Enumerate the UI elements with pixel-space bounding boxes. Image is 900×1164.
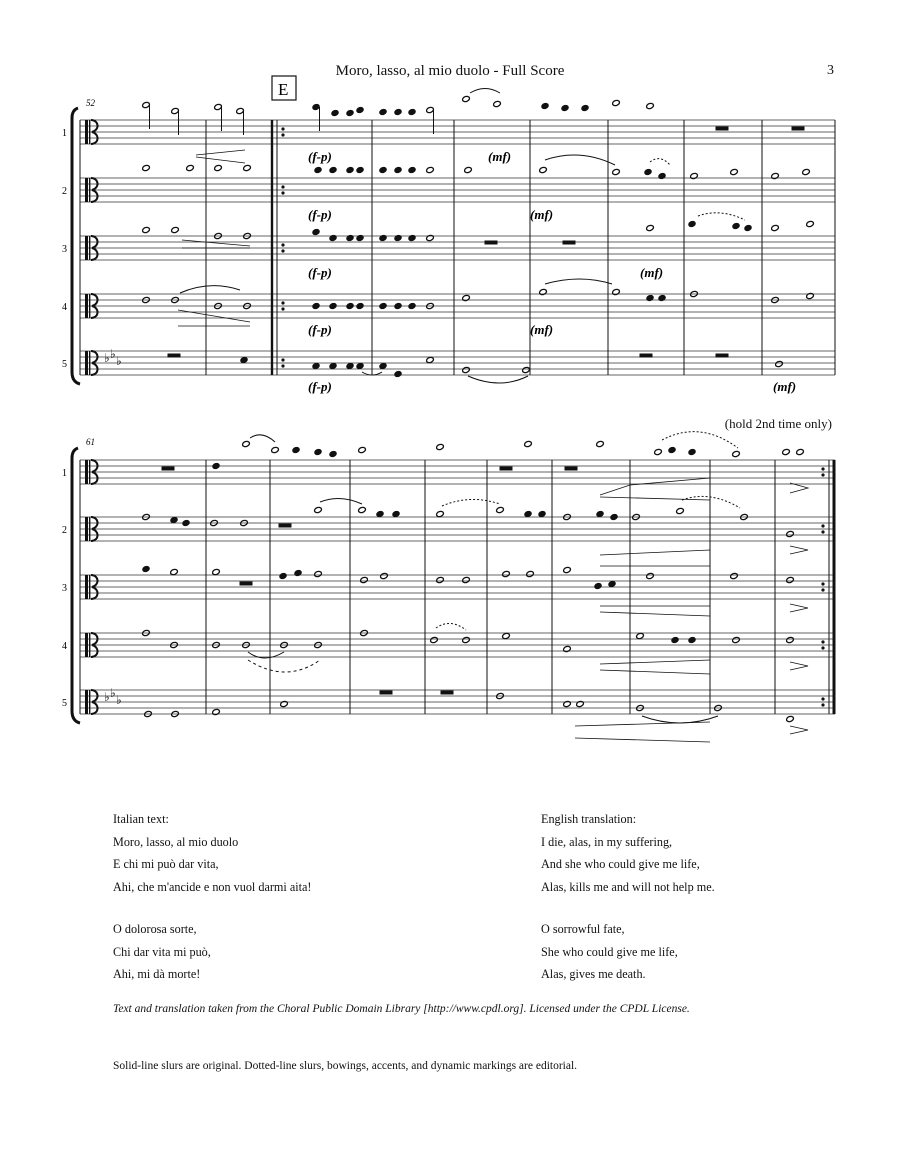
english-line: I die, alas, in my suffering, [541, 834, 673, 849]
part-number-1: 1 [62, 128, 67, 139]
dynamic-fp-2: (f-p) [308, 207, 332, 222]
italian-heading: Italian text: [113, 812, 169, 826]
staff-3-notes [142, 213, 814, 248]
editorial-note: Solid-line slurs are original. Dotted-line slurs, bowings, accents, and dynamic markings are editorial. [113, 1060, 578, 1072]
english-line: Alas, kills me and will not help me. [541, 879, 715, 894]
dynamic-fp-1: (f-p) [308, 149, 332, 164]
svg-text:♭: ♭ [110, 347, 116, 361]
dynamic-mf-2: (mf) [530, 207, 554, 222]
dynamic-mf-1: (mf) [488, 149, 512, 164]
staff-2-notes [142, 150, 810, 180]
staff-2-notes [142, 496, 808, 554]
staff-4-notes [142, 623, 808, 674]
system-2 [62, 432, 835, 742]
part-number-4: 4 [62, 641, 67, 652]
svg-text:♭: ♭ [104, 690, 110, 704]
english-line: And she who could give me life, [541, 857, 700, 871]
staff-lines [80, 460, 835, 714]
english-heading: English translation: [541, 812, 637, 826]
english-line: She who could give me life, [541, 944, 678, 959]
svg-text:♭: ♭ [116, 693, 122, 707]
part-number-1: 1 [62, 468, 67, 479]
svg-text:♭: ♭ [116, 354, 122, 368]
dynamic-mf-3: (mf) [640, 265, 664, 280]
staff-1-notes [142, 89, 804, 136]
part-number-4: 4 [62, 302, 67, 313]
italian-line: Chi dar vita mi può, [113, 944, 211, 959]
svg-text:♭: ♭ [110, 686, 116, 700]
rehearsal-mark-e: E [278, 80, 289, 99]
measure-number-52: 52 [86, 98, 95, 108]
page-number: 3 [827, 63, 834, 78]
part-number-5: 5 [62, 698, 67, 709]
part-number-3: 3 [62, 583, 67, 594]
dynamic-mf-4: (mf) [530, 322, 554, 337]
italian-line: O dolorosa sorte, [113, 922, 197, 936]
system-1 [62, 76, 835, 394]
dynamic-fp-4: (f-p) [308, 322, 332, 337]
page-title: Moro, lasso, al mio duolo - Full Score [335, 63, 565, 79]
english-line: Alas, gives me death. [541, 967, 646, 981]
english-line: O sorrowful fate, [541, 922, 625, 936]
dynamic-mf-5: (mf) [773, 379, 797, 394]
part-number-2: 2 [62, 186, 67, 197]
italian-line: Ahi, che m'ancide e non vuol darmi aita! [113, 879, 312, 894]
italian-text-block [113, 808, 311, 986]
part-number-5: 5 [62, 359, 67, 370]
source-credit: Text and translation taken from the Choral Public Domain Library [http://www.cpdl.org]. Licensed under the CPDL License. [113, 1003, 690, 1015]
svg-text:♭: ♭ [104, 351, 110, 365]
dynamic-fp-3: (f-p) [308, 265, 332, 280]
italian-line: Ahi, mi dà morte! [113, 967, 201, 981]
measure-number-61: 61 [86, 437, 95, 447]
staff-5-notes [168, 354, 783, 383]
italian-line: E chi mi può dar vita, [113, 857, 219, 871]
english-text-block [541, 808, 715, 986]
dynamic-fp-5: (f-p) [308, 379, 332, 394]
italian-line: Moro, lasso, al mio duolo [113, 834, 239, 849]
staff-4-notes [142, 279, 814, 326]
staff-5-notes [144, 691, 808, 742]
part-number-2: 2 [62, 525, 67, 536]
part-number-3: 3 [62, 244, 67, 255]
staff-3-notes [142, 550, 808, 616]
staff-lines [80, 120, 835, 375]
hold-instruction: (hold 2nd time only) [724, 416, 832, 431]
